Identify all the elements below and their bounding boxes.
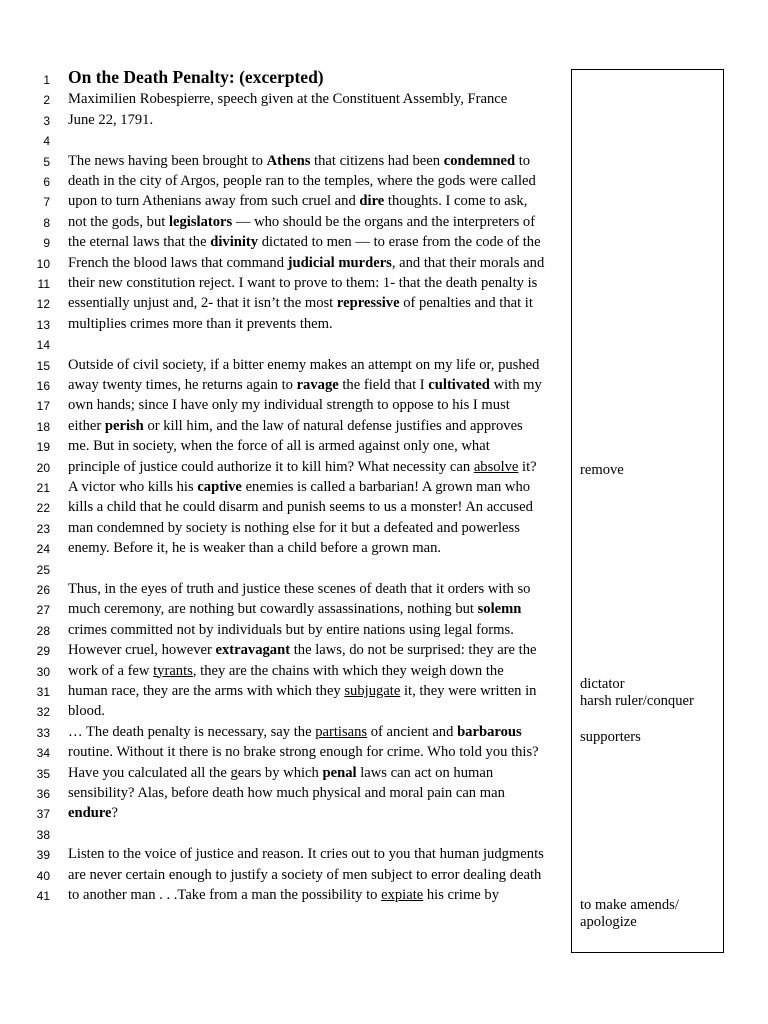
text-line — [0, 865, 570, 886]
underlined-vocab-word: tyrants — [153, 662, 193, 679]
text-line — [0, 844, 570, 865]
line-number: 40 — [36, 868, 50, 883]
line-text — [68, 395, 510, 416]
line-text — [68, 355, 539, 376]
text-line — [0, 273, 570, 294]
text-segment: not the gods, but — [68, 213, 169, 230]
line-text — [68, 457, 537, 478]
text-line — [0, 191, 570, 212]
text-line — [0, 171, 570, 192]
line-number: 18 — [36, 419, 50, 434]
bold-term: barbarous — [457, 723, 522, 740]
line-text — [68, 661, 504, 682]
text-line — [0, 579, 570, 600]
line-number: 6 — [43, 175, 50, 189]
line-number: 5 — [43, 154, 50, 169]
text-segment: me. But in society, when the force of all is armed against only one, what — [68, 438, 490, 455]
text-segment: to — [515, 152, 531, 169]
text-segment: ? — [111, 805, 119, 822]
line-text — [68, 253, 544, 274]
line-number: 38 — [36, 827, 50, 842]
text-segment: it? — [518, 458, 537, 475]
underlined-vocab-word: subjugate — [344, 683, 401, 699]
text-segment: , they are the chains with which they weigh down the — [192, 662, 504, 679]
line-text — [68, 89, 507, 110]
bold-term: legislators — [168, 213, 233, 230]
text-line — [0, 69, 570, 90]
text-segment: kills a child that he could disarm and punish seems to us a monster! An accused — [68, 499, 533, 516]
text-segment: that citizens had been — [310, 152, 444, 169]
line-number: 28 — [36, 623, 50, 638]
line-text — [68, 151, 530, 172]
line-number: 8 — [43, 215, 50, 230]
text-segment: it, they were written in — [400, 683, 537, 699]
text-line — [0, 130, 570, 151]
bold-term: dire — [359, 193, 385, 210]
vocabulary-margin-box — [571, 69, 724, 953]
text-line — [0, 620, 570, 641]
line-number: 12 — [36, 297, 50, 312]
bold-term: perish — [104, 417, 144, 434]
line-number: 32 — [36, 705, 50, 720]
line-text — [68, 681, 536, 702]
text-line — [0, 314, 570, 335]
margin-note: remove — [580, 462, 624, 478]
text-segment: crimes committed not by individuals but by entire nations using legal forms. — [68, 621, 514, 638]
line-number: 3 — [43, 113, 50, 128]
text-segment: multiplies crimes more than it prevents them. — [68, 315, 333, 332]
text-segment: with my — [489, 377, 542, 393]
text-segment: However cruel, however — [68, 642, 216, 659]
text-line — [0, 110, 570, 131]
text-line — [0, 151, 570, 172]
text-segment: work of a few — [68, 662, 154, 679]
text-segment: the field that I — [338, 377, 429, 393]
text-line — [0, 783, 570, 804]
text-line — [0, 355, 570, 376]
text-segment: either — [68, 417, 105, 434]
line-text — [68, 722, 522, 743]
text-segment: principle of justice could authorize it to kill him? What necessity can — [68, 458, 474, 475]
text-segment: thoughts. I come to ask, — [384, 193, 528, 210]
line-number: 1 — [43, 73, 50, 87]
line-number: 20 — [36, 460, 50, 475]
underlined-vocab-word: partisans — [315, 723, 368, 740]
text-segment: sensibility? Alas, before death how much physical and moral pain can man — [68, 785, 505, 801]
line-number: 24 — [36, 542, 50, 557]
line-number: 7 — [43, 195, 50, 210]
line-number: 15 — [36, 358, 50, 373]
text-line — [0, 375, 570, 396]
line-number: 19 — [36, 440, 50, 455]
text-segment: routine. Without it there is no brake strong enough for crime. Who told you this? — [68, 744, 539, 761]
line-text — [68, 844, 544, 865]
text-line — [0, 681, 570, 702]
line-number: 39 — [36, 848, 50, 863]
text-segment: his crime by — [423, 887, 500, 903]
line-text — [68, 701, 105, 722]
text-line — [0, 293, 570, 314]
line-text — [68, 110, 153, 131]
text-segment: enemy. Before it, he is weaker than a child before a grown man. — [68, 540, 442, 557]
text-segment: Thus, in the eyes of truth and justice these scenes of death that it orders with so — [68, 581, 531, 597]
line-text — [68, 640, 536, 661]
text-segment: … The death penalty is necessary, say the — [68, 723, 316, 740]
text-segment: to another man . . .Take from a man the possibility to — [68, 887, 382, 903]
line-text — [68, 599, 521, 620]
text-segment: Outside of civil society, if a bitter enemy makes an attempt on my life or, pushed — [68, 356, 540, 373]
line-text — [68, 763, 493, 784]
bold-term: divinity — [210, 234, 259, 251]
text-line — [0, 742, 570, 763]
line-number: 10 — [36, 256, 50, 271]
margin-note: to make amends/ — [580, 897, 679, 913]
text-segment: June 22, 1791. — [68, 111, 154, 128]
text-segment: or kill him, and the law of natural defense justifies and approves — [143, 417, 523, 434]
line-text — [68, 212, 535, 233]
line-number: 17 — [36, 399, 50, 414]
line-number: 41 — [36, 889, 50, 903]
margin-note: dictator — [580, 676, 625, 692]
text-segment: , and that their morals and — [391, 254, 545, 271]
text-segment: On the Death Penalty: (excerpted) — [68, 67, 324, 87]
text-segment: laws can act on human — [356, 764, 494, 781]
line-number: 9 — [43, 236, 50, 251]
line-text — [68, 538, 441, 559]
text-segment: away twenty times, he returns again to — [68, 377, 297, 393]
line-text — [68, 742, 539, 763]
text-line — [0, 640, 570, 661]
text-segment: much ceremony, are nothing but cowardly assassinations, nothing but — [68, 601, 478, 618]
bold-term: penal — [322, 764, 357, 781]
line-number: 14 — [36, 338, 50, 353]
text-line — [0, 334, 570, 355]
bold-term: captive — [197, 479, 242, 495]
line-text — [68, 293, 533, 314]
text-segment: Maximilien Robespierre, speech given at the Constituent Assembly, France — [68, 91, 508, 108]
text-line — [0, 599, 570, 620]
line-number: 11 — [37, 277, 50, 291]
text-segment: dictated to men — to erase from the code of the — [258, 234, 541, 251]
line-text — [68, 497, 533, 518]
text-segment: French the blood laws that command — [68, 254, 288, 271]
text-segment: Listen to the voice of justice and reason. It cries out to you that human judgments — [68, 846, 544, 863]
line-text — [68, 620, 514, 641]
text-segment: the eternal laws that the — [68, 234, 211, 251]
margin-note: harsh ruler/conquer — [580, 693, 694, 709]
line-text — [68, 171, 536, 192]
line-text — [68, 416, 523, 437]
bold-term: condemned — [443, 152, 516, 169]
line-number: 16 — [36, 379, 50, 393]
text-line — [0, 497, 570, 518]
line-text — [68, 803, 118, 824]
text-line — [0, 701, 570, 722]
line-text — [68, 579, 530, 600]
text-line — [0, 436, 570, 457]
text-segment: are never certain enough to justify a society of men subject to error dealing death — [68, 866, 542, 883]
line-number: 23 — [36, 521, 50, 536]
text-line — [0, 538, 570, 559]
line-number: 30 — [36, 664, 50, 679]
text-line — [0, 212, 570, 233]
text-segment: their new constitution reject. I want to prove to them: 1- that the death penalty is — [68, 275, 538, 291]
line-number: 29 — [36, 644, 50, 659]
text-segment: Have you calculated all the gears by which — [68, 764, 323, 781]
line-number: 34 — [36, 746, 50, 761]
text-line — [0, 457, 570, 478]
line-number: 21 — [36, 481, 50, 495]
text-segment: man condemned by society is nothing else for it but a defeated and powerless — [68, 519, 520, 536]
text-segment: of ancient and — [367, 723, 458, 740]
text-segment: human race, they are the arms with which they — [68, 683, 345, 699]
text-line — [0, 763, 570, 784]
text-segment: upon to turn Athenians away from such cruel and — [68, 193, 360, 210]
line-number: 27 — [36, 603, 50, 618]
text-line — [0, 885, 570, 906]
text-line — [0, 89, 570, 110]
bold-term: extravagant — [215, 642, 291, 659]
line-text — [68, 232, 541, 253]
text-line — [0, 253, 570, 274]
line-text — [68, 273, 537, 294]
underlined-vocab-word: absolve — [473, 458, 519, 475]
text-segment: The news having been brought to — [68, 152, 267, 169]
line-number: 2 — [43, 93, 50, 108]
line-text — [68, 865, 541, 886]
text-line — [0, 416, 570, 437]
text-segment: enemies is called a barbarian! A grown man who — [241, 479, 531, 495]
text-line — [0, 559, 570, 580]
text-segment: own hands; since I have only my individual strength to oppose to his I must — [68, 397, 510, 414]
text-line — [0, 803, 570, 824]
line-number: 13 — [36, 317, 50, 332]
text-segment: — who should be the organs and the interpreters of — [232, 213, 536, 230]
text-line — [0, 477, 570, 498]
bold-term: endure — [68, 805, 112, 822]
line-number: 26 — [36, 583, 50, 597]
line-text — [68, 783, 505, 804]
text-line — [0, 395, 570, 416]
line-text — [68, 314, 333, 335]
text-line — [0, 824, 570, 845]
line-text — [68, 885, 499, 906]
line-text — [68, 436, 490, 457]
line-number: 33 — [36, 725, 50, 740]
line-number: 31 — [36, 685, 50, 699]
text-segment: A victor who kills his — [68, 479, 198, 495]
bold-term: repressive — [336, 295, 400, 312]
bold-term: solemn — [477, 601, 522, 618]
text-line — [0, 232, 570, 253]
line-text — [68, 375, 542, 396]
line-number: 22 — [36, 501, 50, 516]
line-number: 25 — [36, 562, 50, 577]
bold-term: judicial murders — [287, 254, 392, 271]
text-segment: blood. — [68, 703, 105, 720]
line-number: 4 — [43, 134, 50, 149]
line-text — [68, 191, 527, 212]
margin-note: apologize — [580, 914, 637, 930]
text-segment: of penalties and that it — [399, 295, 533, 312]
margin-note: supporters — [580, 729, 641, 745]
line-number: 37 — [36, 807, 50, 822]
text-segment: the laws, do not be surprised: they are the — [290, 642, 537, 659]
line-text — [68, 477, 530, 498]
document-title — [68, 67, 324, 88]
line-number: 36 — [36, 787, 50, 801]
bold-term: ravage — [296, 377, 339, 393]
text-line — [0, 661, 570, 682]
line-number: 35 — [36, 766, 50, 781]
text-segment: essentially unjust and, 2- that it isn’t the most — [68, 295, 337, 312]
line-text — [68, 518, 520, 539]
text-line — [0, 722, 570, 743]
underlined-vocab-word: expiate — [381, 887, 424, 903]
bold-term: Athens — [266, 152, 311, 169]
text-line — [0, 518, 570, 539]
text-segment: death in the city of Argos, people ran to the temples, where the gods were called — [68, 173, 536, 189]
bold-term: cultivated — [428, 377, 490, 393]
